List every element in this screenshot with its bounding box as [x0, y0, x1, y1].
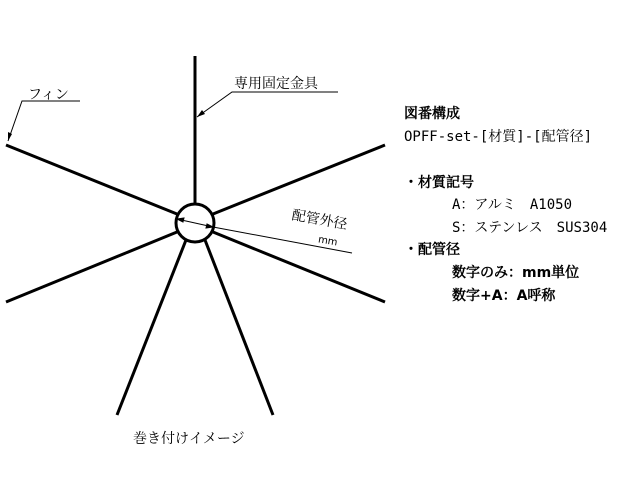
- diameter-mm: 数字のみ：mm単位: [452, 265, 580, 281]
- bracket-label: 専用固定金具: [234, 76, 318, 92]
- material-a: A：アルミ A1050: [452, 197, 573, 213]
- spec-code: OPFF-set-[材質]-[配管径]: [404, 129, 593, 145]
- fin-label: フィン: [28, 87, 69, 103]
- diameter-heading: ・配管径: [404, 242, 460, 258]
- material-s: S：ステンレス SUS304: [452, 220, 608, 236]
- bracket-leader: [197, 92, 338, 117]
- spec-block: [404, 105, 607, 304]
- material-heading: ・材質記号: [404, 175, 474, 191]
- pipe-od-label-group: [288, 207, 349, 249]
- fin-label-group: [8, 87, 80, 141]
- spec-title: 図番構成: [404, 106, 460, 122]
- diameter-a: 数字+A：A呼称: [452, 288, 556, 304]
- pipe-od-unit: mm: [317, 234, 339, 249]
- fin-bottom-right: [205, 240, 273, 415]
- fin-upper-right: [213, 145, 385, 214]
- fin-leader-arrow: [8, 132, 12, 141]
- diagram-caption: 巻き付けイメージ: [133, 431, 245, 447]
- fin-leader: [8, 101, 80, 141]
- fin-lower-left: [6, 232, 177, 302]
- fin-lower-right: [213, 232, 385, 302]
- bracket-label-group: [197, 76, 338, 117]
- pipe-od-label: 配管外径: [290, 207, 349, 233]
- fin-bottom-left: [117, 240, 186, 415]
- fin-upper-left: [6, 145, 177, 214]
- bracket-leader-arrow: [197, 110, 205, 117]
